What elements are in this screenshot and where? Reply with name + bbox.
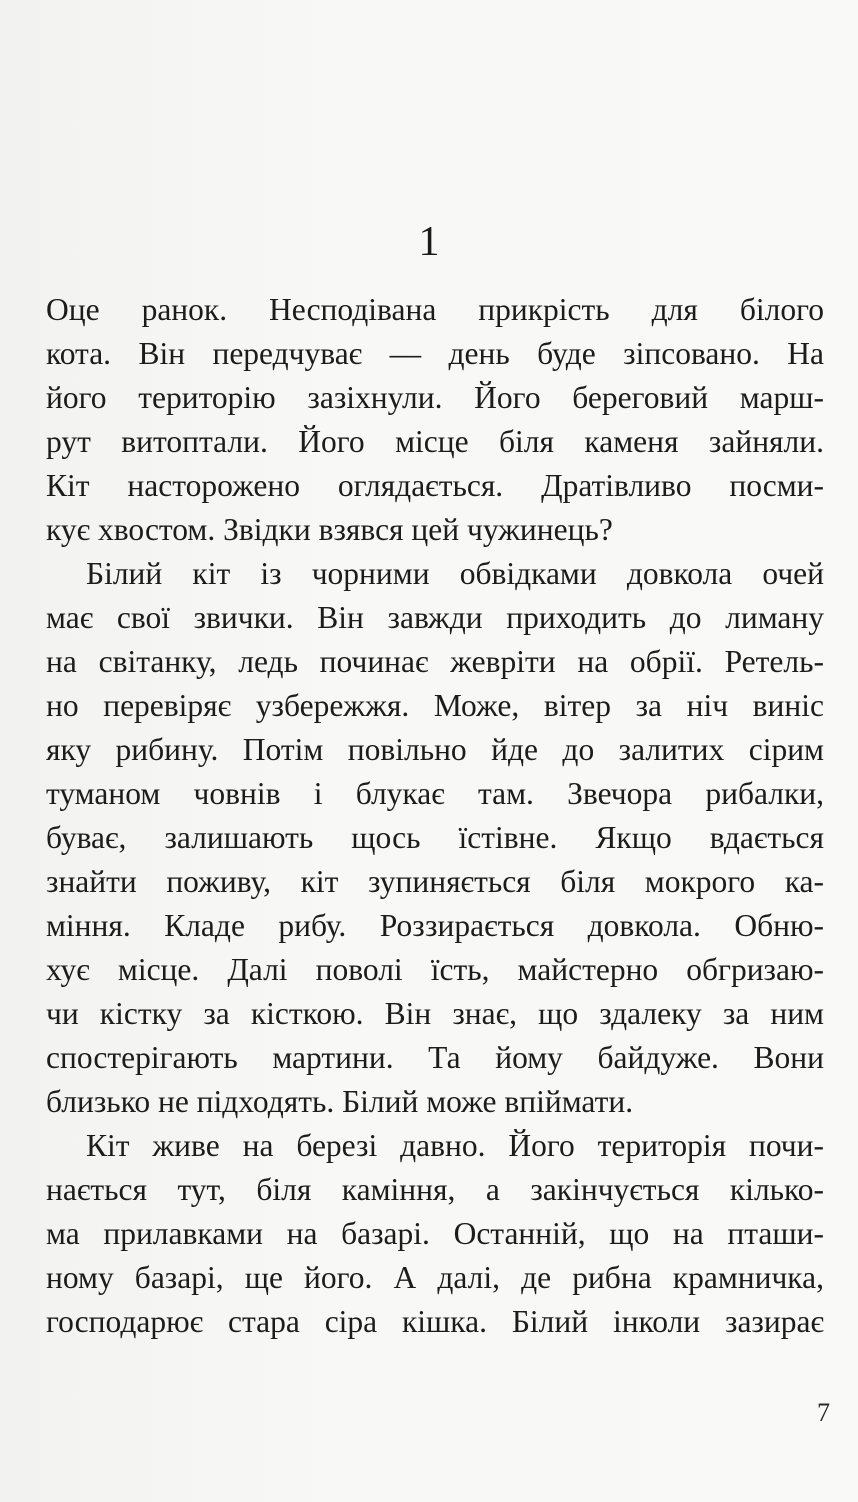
text-line: міння. Кладе рибу. Роззирається довкола. Обню-	[46, 908, 824, 943]
text-line: рут витоптали. Його місце біля каменя зайняли.	[46, 424, 824, 459]
text-line: хує місце. Далі поволі їсть, майстерно обгризаю-	[46, 952, 824, 987]
text-line: но перевіряє узбережжя. Може, вітер за ніч виніс	[46, 688, 824, 723]
text-line: яку рибину. Потім повільно йде до залитих сірим	[46, 732, 824, 767]
text-line: близько не підходять. Білий може впіймати.	[46, 1084, 634, 1119]
page-number: 7	[817, 1398, 830, 1427]
text-line: Білий кіт із чорними обвідками довкола очей	[86, 556, 824, 591]
text-line: ному базарі, ще його. А далі, де рибна крамничка,	[46, 1260, 824, 1295]
text-line: його територію зазіхнули. Його береговий марш-	[46, 380, 824, 415]
chapter-number: 1	[418, 219, 440, 265]
text-line: знайти поживу, кіт зупиняється біля мокрого ка-	[46, 864, 824, 899]
text-line: чи кістку за кісткою. Він знає, що здалеку за ним	[46, 996, 824, 1031]
body-text	[46, 288, 824, 1344]
text-line: має свої звички. Він завжди приходить до лиману	[46, 600, 824, 635]
text-line: туманом човнів і блукає там. Звечора рибалки,	[46, 776, 824, 811]
text-line: ма прилавками на базарі. Останній, що на пташи-	[46, 1216, 824, 1251]
text-line: господарює стара сіра кішка. Білий інколи зазирає	[46, 1304, 824, 1339]
text-line: буває, залишають щось їстівне. Якщо вдається	[46, 820, 824, 855]
text-line: на світанку, ледь починає жеврiти на обрії. Ретель-	[46, 644, 824, 679]
text-line: кує хвостом. Звідки взявся цей чужинець?	[46, 512, 613, 547]
text-line: нається тут, біля каміння, а закінчується кілько-	[46, 1172, 824, 1207]
text-line: кота. Він передчуває — день буде зіпсовано. На	[46, 336, 824, 371]
text-line: Кіт живе на березі давно. Його територія почи-	[86, 1128, 824, 1163]
text-line: Оце ранок. Несподівана прикрість для білого	[46, 292, 824, 327]
text-line: спостерігають мартини. Та йому байдуже. Вони	[46, 1040, 824, 1075]
text-line: Кіт насторожено оглядається. Дратівливо посми-	[46, 468, 824, 503]
